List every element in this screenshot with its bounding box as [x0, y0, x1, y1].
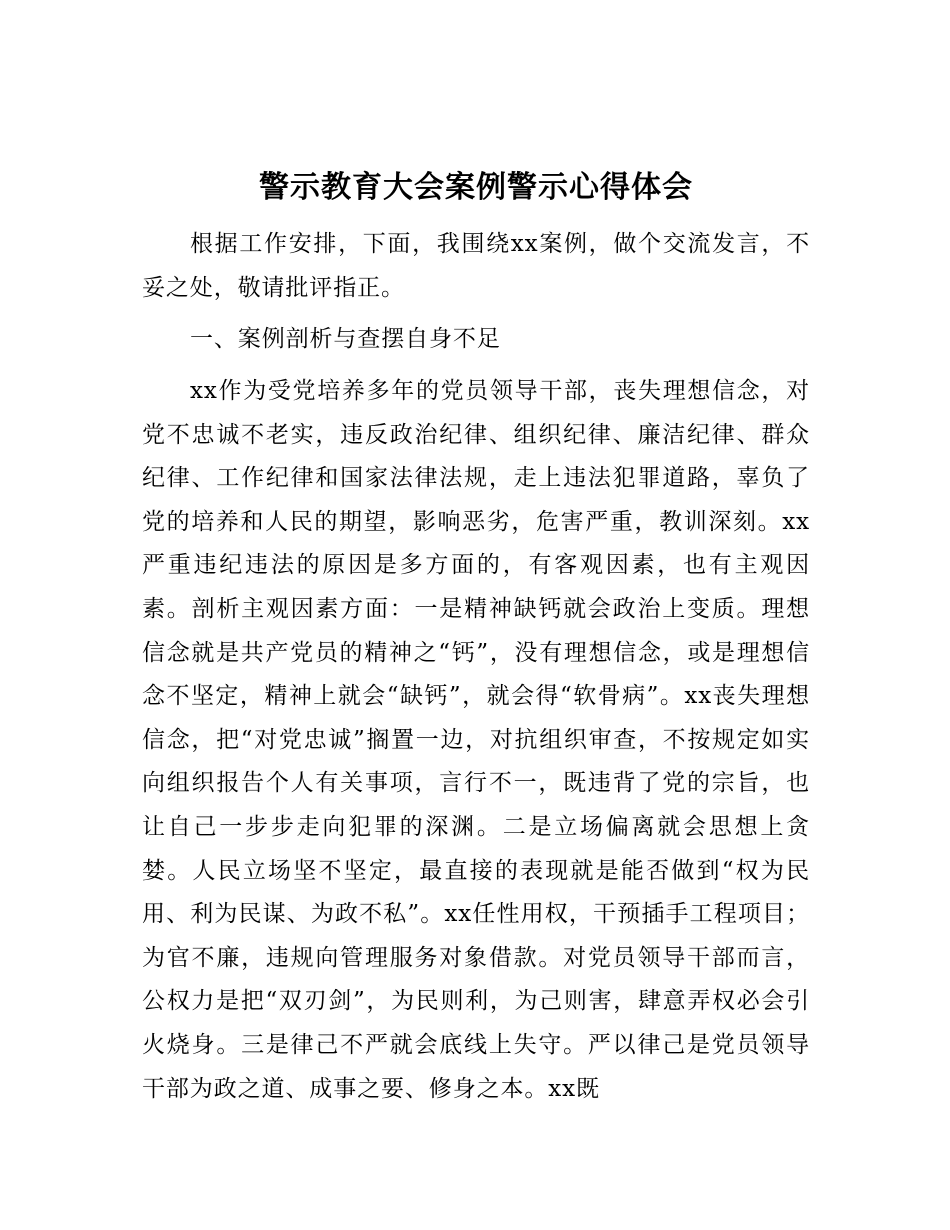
intro-paragraph: 根据工作安排，下面，我围绕xx案例，做个交流发言，不妥之处，敬请批评指正。 [142, 231, 810, 301]
document-page [142, 0, 810, 1230]
document-title: 警示教育大会案例警示心得体会 [259, 170, 693, 205]
section-heading: 一、案例剖析与查摆自身不足 [190, 326, 501, 352]
body-paragraph: xx作为受党培养多年的党员领导干部，丧失理想信念，对党不忠诚不老实，违反政治纪律、组织纪律、廉洁纪律、群众纪律、工作纪律和国家法律法规，走上违法犯罪道路，辜负了党的培养和人民的期望，影响恶劣，危害严重，教训深刻。xx严重违纪违法的原因是多方面的，有客观因素，也有主观因素。剖析主观因素方面：一是精神缺钙就会政治上变质。理想信念就是共产党员的精神之“钙”，没有理想信念，或是理想信念不坚定，精神上就会“缺钙”，就会得“软骨病”。xx丧失理想信念，把“对党忠诚”搁置一边，对抗组织审查，不按规定如实向组织报告个人有关事项，言行不一，既违背了党的宗旨，也让自己一步步走向犯罪的深渊。二是立场偏离就会思想上贪婪。人民立场坚不坚定，最直接的表现就是能否做到“权为民用、利为民谋、为政不私”。xx任性用权，干预插手工程项目；为官不廉，违规向管理服务对象借款。对党员领导干部而言，公权力是把“双刃剑”，为民则利，为己则害，肆意弄权必会引火烧身。三是律己不严就会底线上失守。严以律己是党员领导干部为政之道、成事之要、修身之本。xx既 [142, 378, 810, 1102]
